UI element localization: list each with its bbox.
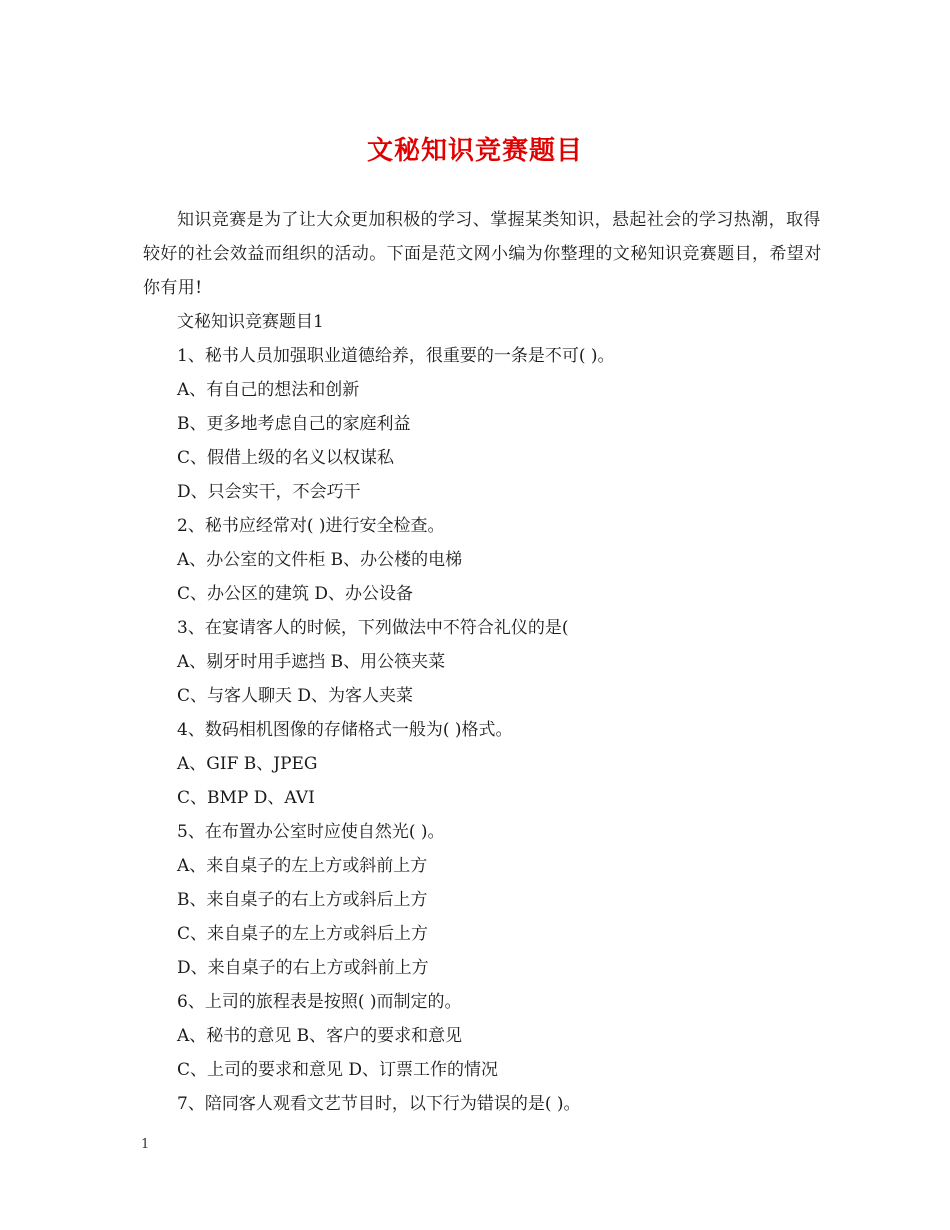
intro-paragraph: 知识竞赛是为了让大众更加积极的学习、掌握某类知识，悬起社会的学习热潮，取得较好的社会效益而组织的活动。下面是范文网小编为你整理的文秘知识竞赛题目，希望对你有用! (143, 210, 822, 298)
page-number: 1 (141, 1137, 150, 1152)
question-6-options-cd: C、上司的要求和意见 D、订票工作的情况 (177, 1060, 499, 1080)
question-2: 2、秘书应经常对( )进行安全检查。 (177, 516, 445, 536)
question-3-options-cd: C、与客人聊天 D、为客人夹菜 (177, 686, 414, 706)
question-5-option-a: A、来自桌子的左上方或斜前上方 (177, 856, 428, 876)
question-7: 7、陪同客人观看文艺节目时，以下行为错误的是( )。 (177, 1094, 581, 1114)
question-2-options-cd: C、办公区的建筑 D、办公设备 (177, 584, 414, 604)
question-6-options-ab: A、秘书的意见 B、客户的要求和意见 (177, 1026, 463, 1046)
question-5-option-d: D、来自桌子的右上方或斜前上方 (177, 958, 429, 978)
question-4-options-cd: C、BMP D、AVI (177, 788, 315, 808)
question-3: 3、在宴请客人的时候，下列做法中不符合礼仪的是( (177, 618, 569, 638)
question-3-options-ab: A、剔牙时用手遮挡 B、用公筷夹菜 (177, 652, 446, 672)
question-4: 4、数码相机图像的存储格式一般为( )格式。 (177, 720, 513, 740)
question-4-options-ab: A、GIF B、JPEG (177, 754, 318, 774)
question-1-option-c: C、假借上级的名义以权谋私 (177, 448, 395, 468)
document-body (143, 203, 833, 1121)
question-5: 5、在布置办公室时应使自然光( )。 (177, 822, 445, 842)
document-title: 文秘知识竞赛题目 (366, 136, 583, 166)
question-1-option-b: B、更多地考虑自己的家庭利益 (177, 414, 411, 434)
question-5-option-b: B、来自桌子的右上方或斜后上方 (177, 890, 428, 910)
question-1: 1、秘书人员加强职业道德给养，很重要的一条是不可( )。 (177, 346, 615, 366)
section-heading: 文秘知识竞赛题目1 (177, 312, 324, 332)
question-2-options-ab: A、办公室的文件柜 B、办公楼的电梯 (177, 550, 463, 570)
question-1-option-a: A、有自己的想法和创新 (177, 380, 360, 400)
question-6: 6、上司的旅程表是按照( )而制定的。 (177, 992, 462, 1012)
question-1-option-d: D、只会实干，不会巧干 (177, 482, 361, 502)
question-5-option-c: C、来自桌子的左上方或斜后上方 (177, 924, 429, 944)
